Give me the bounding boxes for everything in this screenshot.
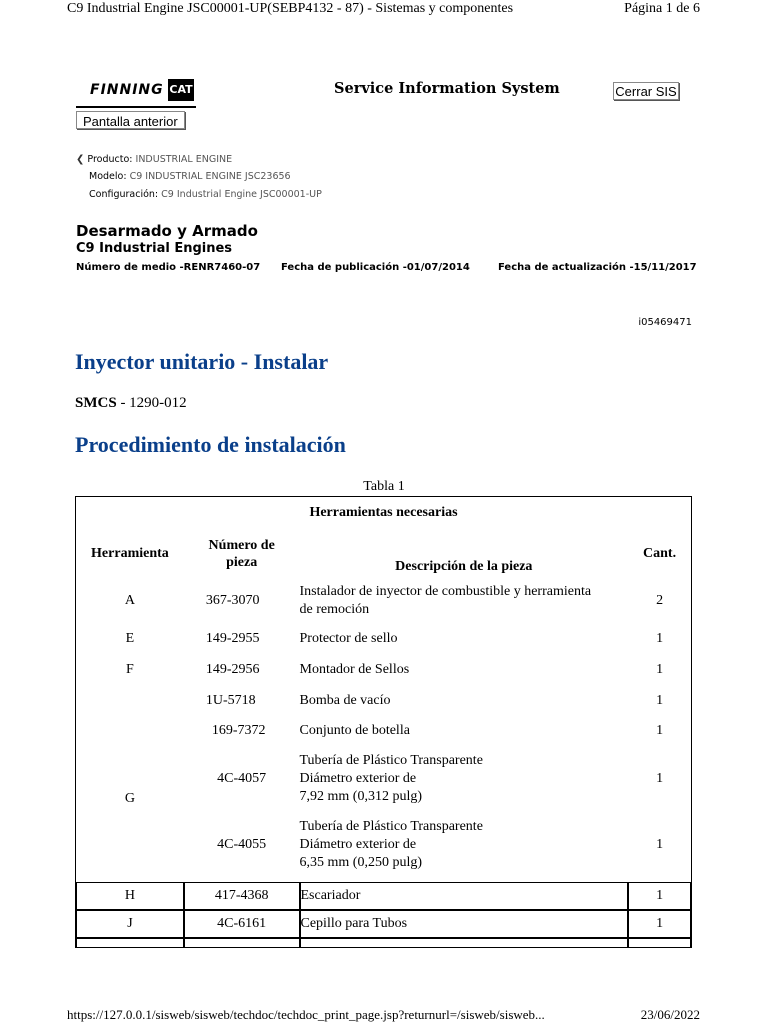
cell-tool: F bbox=[126, 661, 134, 677]
close-sis-button[interactable]: Cerrar SIS bbox=[613, 82, 679, 100]
product-value: INDUSTRIAL ENGINE bbox=[135, 154, 233, 165]
update-date: Fecha de actualización -15/11/2017 bbox=[498, 262, 697, 273]
table-row bbox=[76, 882, 691, 910]
finning-cat-logo bbox=[76, 74, 196, 108]
cell-qty: 1 bbox=[628, 910, 691, 938]
desc-line: Diámetro exterior de bbox=[299, 837, 417, 852]
finning-logo-text: FINNING bbox=[90, 82, 164, 98]
cell-empty bbox=[628, 938, 691, 947]
cell-empty bbox=[300, 938, 629, 947]
table-row bbox=[76, 716, 691, 746]
cell-description: Escariador bbox=[300, 882, 629, 910]
cell-description: Montador de Sellos bbox=[299, 661, 410, 677]
section-heading-install: Inyector unitario - Instalar bbox=[75, 349, 329, 374]
cell-description bbox=[300, 579, 629, 623]
media-number: Número de medio -RENR7460-07 bbox=[76, 262, 261, 273]
smcs-code bbox=[75, 395, 187, 412]
cell-qty: 1 bbox=[656, 630, 664, 646]
section-heading-procedure: Procedimiento de instalación bbox=[75, 432, 346, 457]
tools-table bbox=[75, 496, 692, 948]
cell-part: 149-2955 bbox=[205, 630, 260, 646]
cell-part: 367-3070 bbox=[205, 593, 260, 608]
desc-line: Tubería de Plástico Transparente bbox=[299, 753, 483, 768]
configuration-label: Configuración: bbox=[89, 189, 159, 200]
cell-part: 1U-5718 bbox=[205, 692, 256, 708]
header-description: Descripción de la pieza bbox=[395, 559, 533, 574]
cell-tool: J bbox=[76, 910, 184, 938]
table-header-row bbox=[76, 529, 691, 579]
table-row bbox=[76, 654, 691, 685]
cell-tool: A bbox=[124, 593, 135, 608]
table-caption: Tabla 1 bbox=[363, 479, 405, 494]
cell-empty bbox=[184, 938, 300, 947]
header-quantity: Cant. bbox=[643, 546, 677, 561]
configuration-line bbox=[89, 189, 322, 200]
print-header-page: Página 1 de 6 bbox=[624, 1, 700, 16]
desc-line: de remoción bbox=[299, 602, 370, 617]
desc-line: Tubería de Plástico Transparente bbox=[299, 819, 483, 834]
model-label: Modelo: bbox=[89, 171, 127, 182]
cell-tool: E bbox=[125, 630, 135, 646]
cell-qty: 1 bbox=[656, 661, 664, 677]
desc-line: Diámetro exterior de bbox=[299, 771, 417, 786]
cell-tool-empty bbox=[76, 685, 184, 716]
table-title: Herramientas necesarias bbox=[309, 505, 458, 520]
header-part-number-line2: pieza bbox=[226, 555, 258, 570]
cell-qty: 1 bbox=[656, 771, 664, 786]
cell-part: 149-2956 bbox=[205, 661, 260, 677]
cell-qty: 1 bbox=[656, 692, 664, 708]
cell-tool: G bbox=[124, 791, 135, 806]
document-title: Desarmado y Armado bbox=[76, 222, 258, 240]
print-header-title: C9 Industrial Engine JSC00001-UP(SEBP4132 - 87) - Sistemas y componentes bbox=[67, 1, 514, 16]
product-label: Producto: bbox=[87, 154, 133, 165]
cell-part: 4C-6161 bbox=[184, 910, 300, 938]
cell-part: 4C-4057 bbox=[217, 771, 267, 786]
model-line bbox=[89, 171, 291, 182]
cell-empty bbox=[76, 938, 184, 947]
cell-part: 417-4368 bbox=[184, 882, 300, 910]
desc-line: Instalador de inyector de combustible y herramienta bbox=[299, 584, 592, 599]
cell-part: 169-7372 bbox=[211, 723, 266, 738]
cell-part: 4C-4055 bbox=[217, 837, 267, 852]
print-footer-url: https://127.0.0.1/sisweb/sisweb/techdoc/techdoc_print_page.jsp?returnurl=/sisweb/sisweb... bbox=[67, 1007, 545, 1022]
chevron-left-icon[interactable]: ❮ bbox=[76, 154, 85, 165]
cell-tool: H bbox=[76, 882, 184, 910]
previous-screen-button[interactable]: Pantalla anterior bbox=[76, 111, 185, 129]
desc-line: 6,35 mm (0,250 pulg) bbox=[299, 855, 422, 870]
cell-description: Conjunto de botella bbox=[299, 723, 410, 738]
cell-qty: 1 bbox=[656, 723, 664, 738]
smcs-label: SMCS bbox=[75, 395, 117, 411]
publication-date: Fecha de publicación -01/07/2014 bbox=[281, 262, 470, 273]
document-id: i05469471 bbox=[638, 317, 692, 328]
cat-logo-mark: CAT bbox=[168, 79, 194, 101]
cell-description: Protector de sello bbox=[299, 630, 398, 646]
cell-description bbox=[300, 812, 629, 878]
cell-qty: 1 bbox=[628, 882, 691, 910]
header-part-number bbox=[184, 529, 300, 579]
table-row bbox=[76, 579, 691, 623]
sis-title: Service Information System bbox=[334, 80, 560, 97]
cell-qty: 2 bbox=[656, 593, 664, 608]
header-part-number-line1: Número de bbox=[208, 538, 275, 553]
product-line bbox=[76, 154, 232, 165]
cell-description bbox=[300, 746, 629, 812]
header-tool: Herramienta bbox=[91, 546, 169, 561]
configuration-value: C9 Industrial Engine JSC00001-UP bbox=[161, 189, 322, 200]
smcs-value: - 1290-012 bbox=[116, 395, 187, 411]
cell-description: Cepillo para Tubos bbox=[300, 910, 629, 938]
print-footer-date: 23/06/2022 bbox=[640, 1007, 700, 1022]
desc-line: 7,92 mm (0,312 pulg) bbox=[299, 789, 422, 804]
table-row-partial bbox=[76, 938, 691, 947]
document-subtitle: C9 Industrial Engines bbox=[76, 241, 233, 256]
table-row bbox=[76, 910, 691, 938]
table-row bbox=[76, 623, 691, 654]
table-row bbox=[76, 685, 691, 716]
cell-qty: 1 bbox=[656, 837, 664, 852]
cell-description: Bomba de vacío bbox=[299, 692, 391, 708]
model-value: C9 INDUSTRIAL ENGINE JSC23656 bbox=[129, 171, 291, 182]
